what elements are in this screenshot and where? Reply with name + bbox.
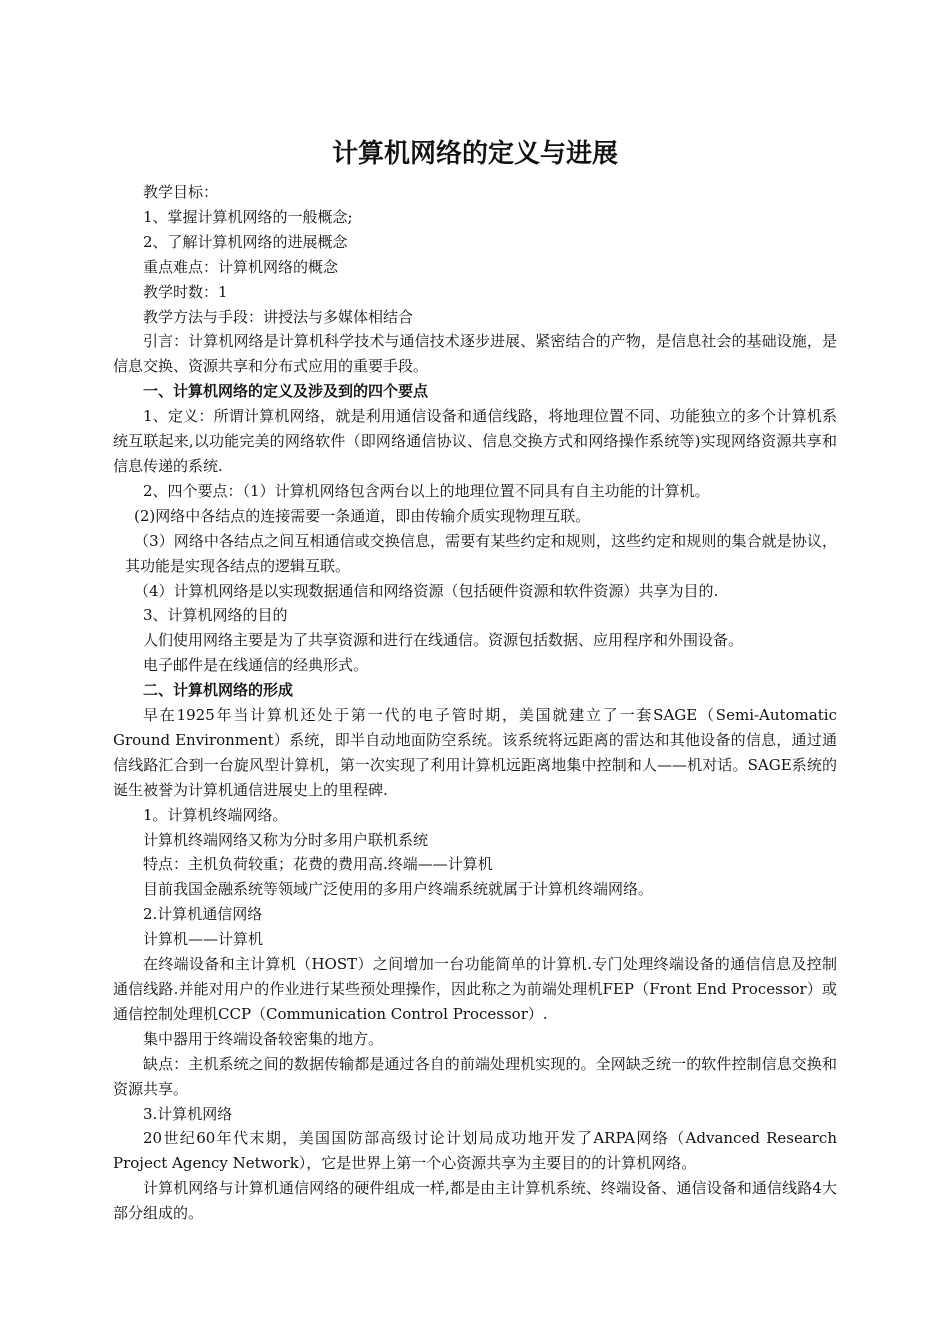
section-heading-1: 一、计算机网络的定义及涉及到的四个要点: [143, 382, 429, 401]
paragraph-drawbacks: 缺点：主机系统之间的数据传输都是通过各自的前端处理机实现的。全网缺乏统一的软件控制信息交换和资源共享。: [113, 1054, 837, 1098]
paragraph-four-points: 2、四个要点：（1）计算机网络包含两台以上的地理位置不同具有自主功能的计算机。: [143, 481, 710, 500]
paragraph-point-4: （4）计算机网络是以实现数据通信和网络资源（包括硬件资源和软件资源）共享为目的.: [134, 581, 719, 600]
paragraph-introduction: 引言：计算机网络是计算机科学技术与通信技术逐步进展、紧密结合的产物，是信息社会的基础设施，是信息交换、资源共享和分布式应用的重要手段。: [113, 332, 837, 376]
paragraph-concentrator: 集中器用于终端设备较密集的地方。: [143, 1029, 384, 1048]
paragraph-point-3: （3）网络中各结点之间互相通信或交换信息，需要有某些约定和规则，这些约定和规则的集合就是协议，其功能是实现各结点的逻辑互联。: [125, 531, 837, 575]
paragraph-purpose: 人们使用网络主要是为了共享资源和进行在线通信。资源包括数据、应用程序和外围设备。: [143, 631, 744, 650]
paragraph-comm-network: 2.计算机通信网络: [143, 905, 263, 924]
paragraph-definition: 1、定义：所谓计算机网络，就是利用通信设备和通信线路，将地理位置不同、功能独立的多个计算机系统互联起来,以功能完美的网络软件（即网络通信协议、信息交换方式和网络操作系统等)实现网络资源共享和信息传递的系统.: [113, 407, 837, 475]
paragraph-point-2: (2)网络中各结点的连接需要一条通道，即由传输介质实现物理互联。: [134, 506, 591, 525]
paragraph-computer-network: 3.计算机网络: [143, 1104, 233, 1123]
paragraph-purpose-heading: 3、计算机网络的目的: [143, 606, 288, 625]
paragraph-terminal-usage: 目前我国金融系统等领域广泛使用的多用户终端系统就属于计算机终端网络。: [143, 880, 654, 899]
paragraph-goal-1: 1、掌握计算机网络的一般概念;: [143, 207, 353, 226]
paragraph-goal-2: 2、了解计算机网络的进展概念: [143, 232, 348, 251]
paragraph-hardware: 计算机网络与计算机通信网络的硬件组成一样,都是由主计算机系统、终端设备、通信设备和通信线路4大部分组成的。: [113, 1179, 837, 1223]
paragraph-arpa: 20世纪60年代末期，美国国防部高级讨论计划局成功地开发了ARPA网络（Advanced Research Project Agency Network），它是世界上第一个心资源共享为主要目的的计算机网络。: [113, 1129, 837, 1173]
paragraph-teaching-goal: 教学目标：: [143, 183, 219, 201]
paragraph-methods: 教学方法与手段：讲授法与多媒体相结合: [143, 307, 414, 326]
section-heading-2: 二、计算机网络的形成: [143, 681, 294, 700]
paragraph-email: 电子邮件是在线通信的经典形式。: [143, 656, 369, 675]
paragraph-terminal-alias: 计算机终端网络又称为分时多用户联机系统: [143, 830, 429, 849]
paragraph-comm-relation: 计算机——计算机: [143, 930, 264, 949]
paragraph-key-points: 重点难点：计算机网络的概念: [143, 257, 339, 276]
document-title: 计算机网络的定义与进展: [331, 139, 618, 169]
paragraph-fep: 在终端设备和主计算机（HOST）之间增加一台功能简单的计算机.专门处理终端设备的通信信息及控制通信线路.并能对用户的作业进行某些预处理操作，因此称之为前端处理机FEP（Front End Processor）或通信控制处理机CCP（Communication Control Processor）.: [113, 955, 837, 1023]
paragraph-hours: 教学时数：1: [143, 282, 228, 301]
paragraph-terminal-network: 1。计算机终端网络。: [143, 805, 288, 824]
paragraph-terminal-features: 特点：主机负荷较重；花费的费用高.终端——计算机: [143, 855, 493, 874]
paragraph-sage: 早在1925年当计算机还处于第一代的电子管时期，美国就建立了一套SAGE（Semi-Automatic Ground Environment）系统，即半自动地面防空系统。该系统将远距离的雷达和其他设备的信息，通过通信线路汇合到一台旋风型计算机，第一次实现了利用计算机远距离地集中控制和人——机对话。SAGE系统的诞生被誉为计算机通信进展史上的里程碑.: [113, 706, 837, 799]
document-page: [113, 124, 837, 1226]
